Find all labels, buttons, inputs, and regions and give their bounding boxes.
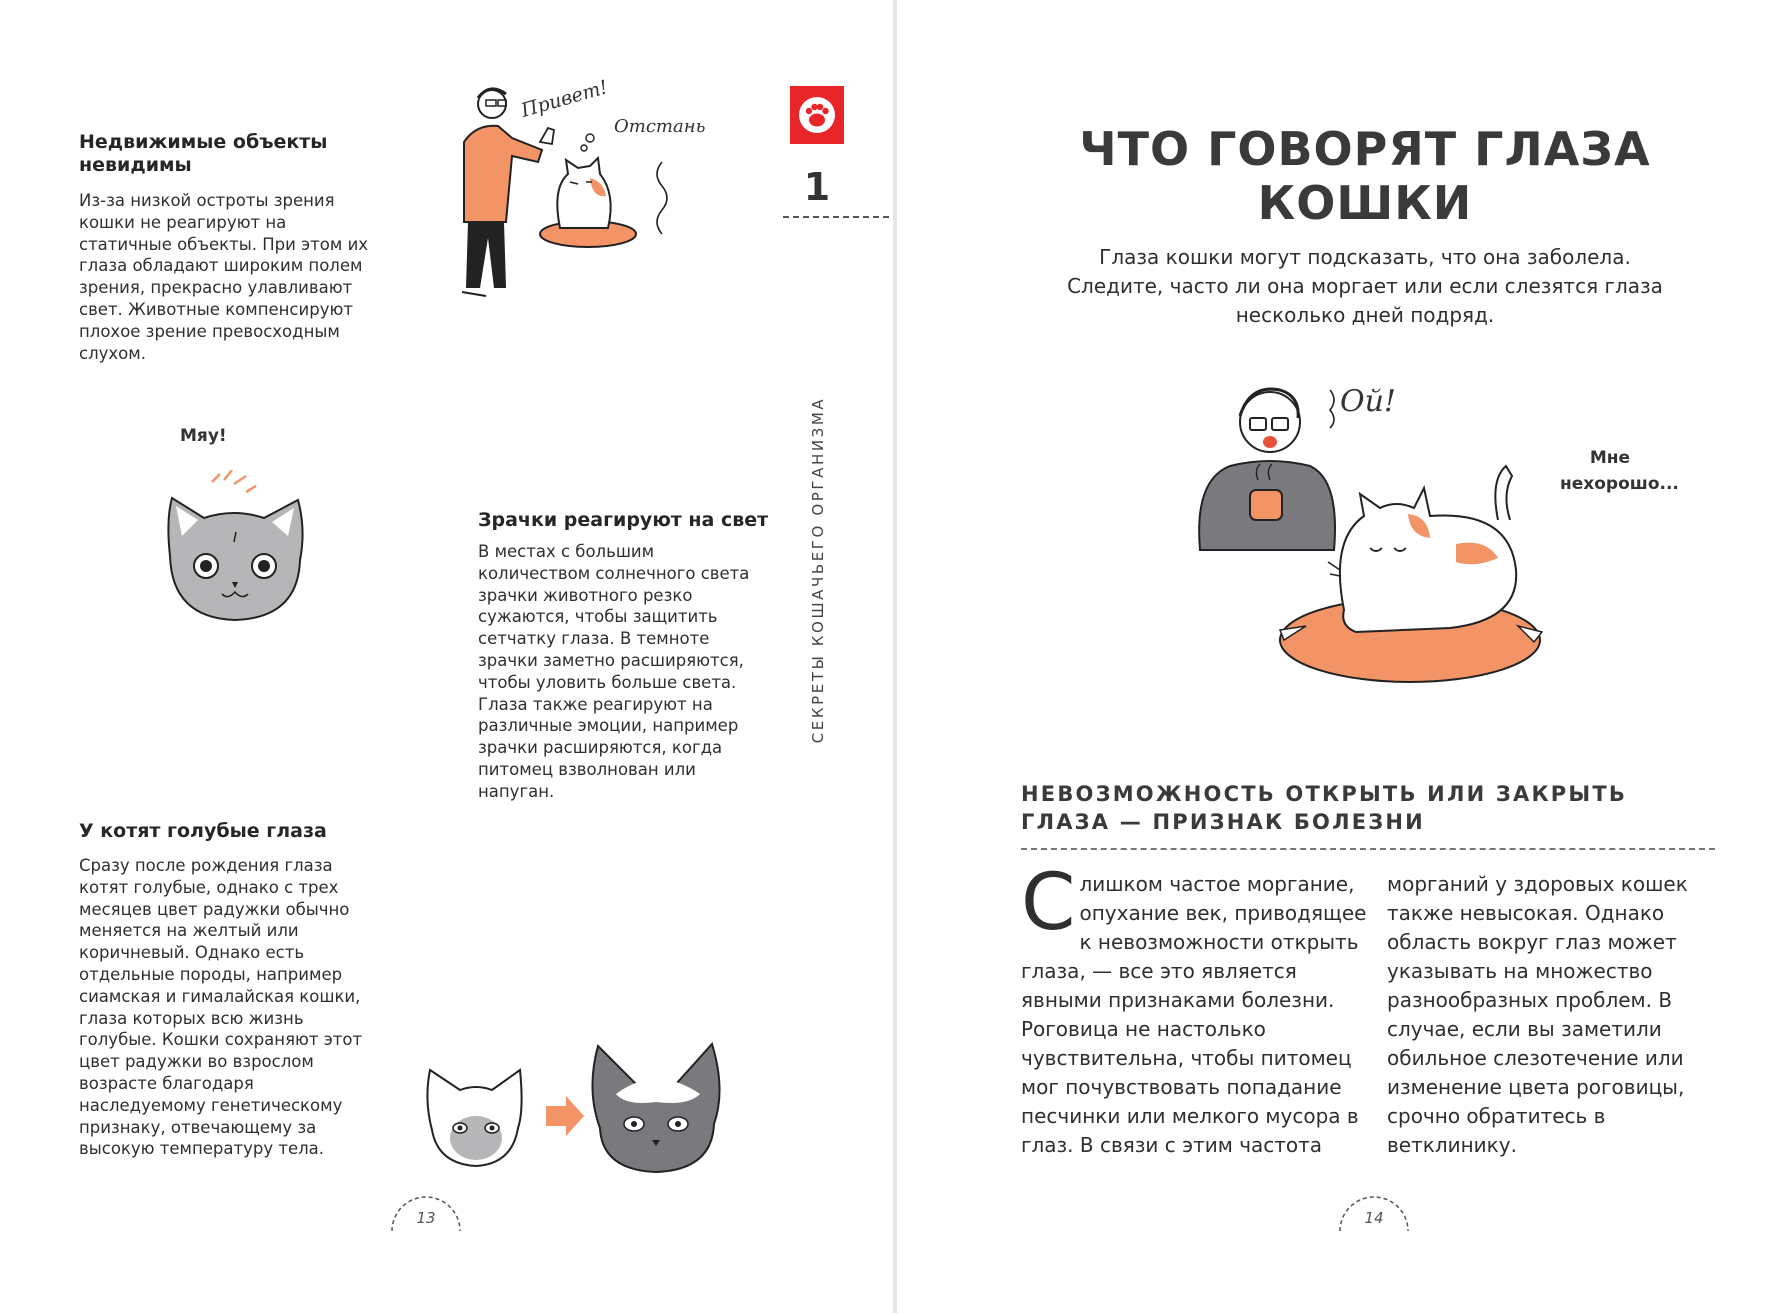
body-column-2: морганий у здоровых кошек также невысокая. Однако область вокруг глаз может указывать на множество разнообразных проблем. В случае, если вы заметили обильное слезотечение или изменение цвета роговицы, срочно обратитесь в ветклинику.	[1387, 872, 1688, 1157]
body-column-1: Слишком частое моргание, опухание век, приводящее к невозможности открыть глаза, — все это является явными признаками болезни. Роговица не настолько чувствительна, чтобы питомец мог почувствовать попадание песчинки или мелкого мусора в глаз. В связи с этим частота	[1021, 858, 1367, 1157]
page-title: ЧТО ГОВОРЯТ ГЛАЗА КОШКИ	[1079, 122, 1651, 230]
speech-hello: Привет!	[518, 76, 611, 122]
section-body-blue-eyes: Сразу после рождения глаза котят голубые, однако с трех месяцев цвет радужки обычно меняется на желтый или коричневый. Однако есть отдельные породы, например сиамская и гималайская кошки, глаза которых всю жизнь голубые. Кошки сохраняют этот цвет радужки во взрослом возрасте благодаря наследуемому генетическому признаку, отвечающему за высокую температуру тела.	[79, 856, 363, 1159]
left-page	[0, 0, 893, 1313]
chapter-title: СЕКРЕТЫ КОШАЧЬЕГО ОРГАНИЗМА	[809, 396, 827, 744]
speech-oops: Ой!	[1340, 384, 1396, 419]
intro-text: Глаза кошки могут подсказать, что она заболела. Следите, часто ли она моргает или если слезятся глаза несколько дней подряд.	[1067, 245, 1663, 327]
section-body-pupils: В местах с большим количеством солнечного света зрачки животного резко сужаются, чтобы защитить сетчатку глаза. В темноте зрачки заметно расширяются, чтобы уловить больше света. Глаза также реагируют на различные эмоции, например зрачки расширяются, когда питомец взволнован или напуган.	[478, 542, 750, 801]
section-heading-eyes-disease: НЕВОЗМОЖНОСТЬ ОТКРЫТЬ ИЛИ ЗАКРЫТЬ ГЛАЗА — ПРИЗНАК БОЛЕЗНИ	[1021, 782, 1628, 834]
man-waving-cat-illustration	[440, 78, 700, 308]
chapter-logo	[790, 86, 844, 144]
speech-not-well: Мне нехорошо...	[1560, 448, 1679, 494]
speech-leave-me-alone: Отстань	[614, 116, 706, 137]
paw-icon	[799, 97, 835, 133]
chapter-divider	[783, 216, 889, 218]
chapter-number: 1	[803, 165, 831, 209]
siamese-kitten-to-cat-illustration	[420, 1040, 740, 1180]
page-number-left: 13	[388, 1195, 464, 1235]
speech-meow: Мяу!	[180, 426, 227, 446]
section-divider	[1021, 848, 1715, 850]
drop-cap: С	[1021, 858, 1076, 948]
section-heading-pupils: Зрачки реагируют на свет	[478, 509, 769, 531]
man-and-sick-cat-illustration	[1180, 370, 1570, 710]
section-body-immobile-objects: Из-за низкой остроты зрения кошки не реагируют на статичные объекты. При этом их глаза обладают широким полем зрения, прекрасно улавливают свет. Животные компенсируют плохое зрение превосходным слухом.	[79, 191, 369, 363]
page-number-right: 14	[1336, 1195, 1412, 1235]
gray-cat-face-illustration	[160, 470, 310, 630]
section-heading-immobile-objects: Недвижимые объекты невидимы	[79, 131, 328, 176]
section-heading-blue-eyes: У котят голубые глаза	[79, 820, 327, 842]
